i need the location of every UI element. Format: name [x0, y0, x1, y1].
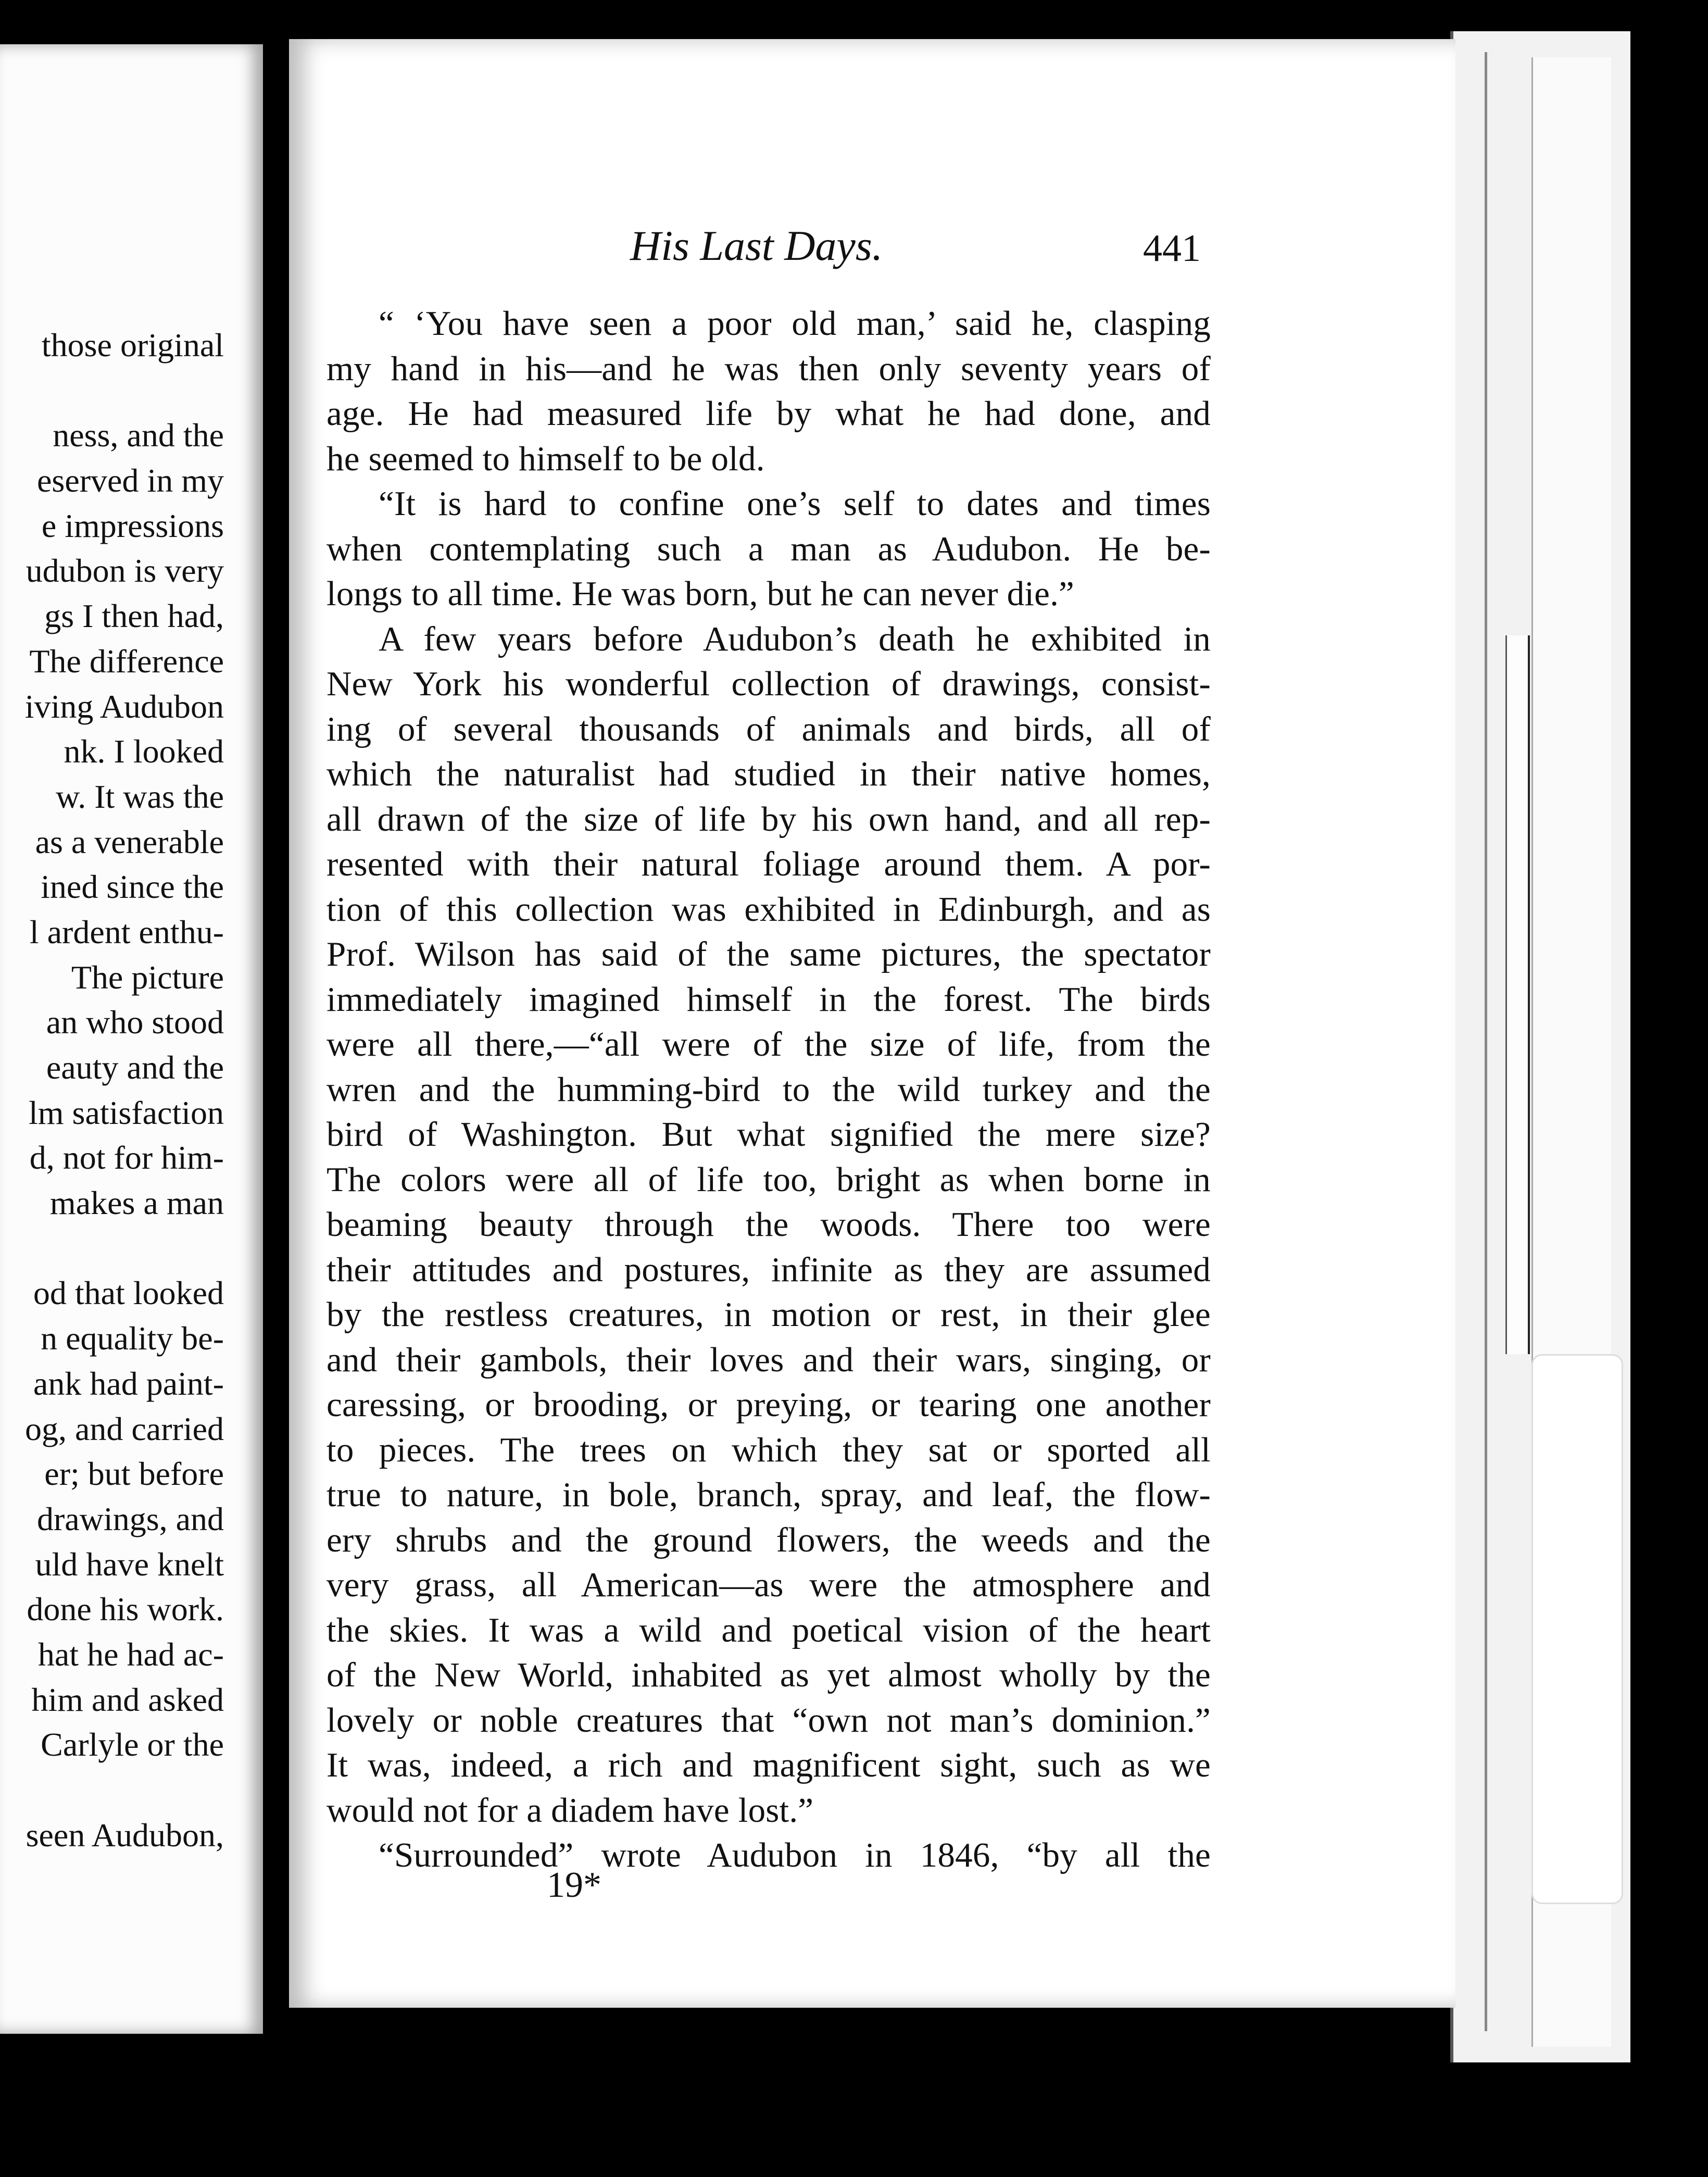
text-line: my hand in his—and he was then only seventy years of: [326, 349, 1211, 388]
facing-line: an who stood: [46, 1004, 224, 1041]
facing-line: [0, 368, 224, 414]
text-line: their attitudes and postures, infinite as they are assumed: [326, 1250, 1211, 1289]
facing-line: ness, and the: [53, 417, 224, 454]
text-line: ery shrubs and the ground flowers, the weeds and the: [326, 1520, 1211, 1559]
facing-line: d, not for him-: [29, 1139, 224, 1177]
text-line: tion of this collection was exhibited in Edinburgh, and as: [326, 890, 1211, 929]
facing-line: Carlyle or the: [41, 1726, 224, 1763]
facing-line: The picture: [71, 958, 224, 996]
text-line: “ ‘You have seen a poor old man,’ said he, clasping: [379, 304, 1211, 343]
facing-line: done his work.: [27, 1591, 224, 1628]
facing-line: [0, 1226, 224, 1271]
facing-line: [0, 1768, 224, 1813]
facing-line: e impressions: [41, 507, 224, 544]
facing-line: those original: [41, 327, 224, 364]
page-edge-line: [1485, 52, 1487, 2031]
facing-line: l ardent enthu-: [29, 913, 224, 950]
text-line: lovely or noble creatures that “own not man’s dominion.”: [326, 1700, 1211, 1740]
running-head: His Last Days.: [630, 222, 883, 269]
text-line: to pieces. The trees on which they sat or sported all: [326, 1430, 1211, 1469]
facing-line: makes a man: [49, 1184, 224, 1222]
facing-line: udubon is very: [26, 552, 224, 590]
facing-line: w. It was the: [56, 778, 224, 815]
text-line: by the restless creatures, in motion or rest, in their glee: [326, 1295, 1211, 1334]
text-line: true to nature, in bole, branch, spray, and leaf, the flow-: [326, 1475, 1211, 1514]
text-line: resented with their natural foliage around them. A por-: [326, 845, 1211, 883]
facing-line: drawings, and: [36, 1500, 224, 1537]
facing-line: gs I then had,: [44, 597, 224, 635]
text-line: he seemed to himself to be old.: [326, 439, 765, 478]
page-number: 441: [1143, 227, 1201, 270]
text-line: of the New World, inhabited as yet almost wholly by the: [326, 1656, 1211, 1694]
facing-line: nk. I looked: [64, 733, 224, 770]
text-line: were all there,—“all were of the size of life, from the: [326, 1025, 1211, 1064]
signature-mark: 19*: [547, 1865, 601, 1905]
facing-line: hat he had ac-: [37, 1635, 224, 1673]
text-line: New York his wonderful collection of drawings, consist-: [326, 665, 1211, 703]
facing-line: The difference: [29, 642, 224, 680]
text-line: The colors were all of life too, bright as when borne in: [326, 1160, 1211, 1199]
text-line: immediately imagined himself in the forest. The birds: [326, 980, 1211, 1019]
text-line: the skies. It was a wild and poetical vision of the heart: [326, 1610, 1211, 1649]
inserted-slip: [1531, 1354, 1623, 1904]
text-line: very grass, all American—as were the atmosphere and: [326, 1566, 1211, 1604]
facing-line: iving Audubon: [24, 687, 224, 725]
text-line: beaming beauty through the woods. There too were: [326, 1205, 1211, 1244]
text-line: all drawn of the size of life by his own hand, and all rep-: [326, 799, 1211, 839]
facing-page-left: [0, 44, 263, 2034]
text-line: It was, indeed, a rich and magnificent sight, such as we: [326, 1746, 1211, 1784]
facing-page-text: [0, 323, 224, 1858]
inserted-tab: [1505, 635, 1530, 1354]
facing-line: him and asked: [31, 1681, 224, 1718]
text-line: A few years before Audubon’s death he exhibited in: [379, 619, 1211, 658]
text-line: and their gambols, their loves and their wars, singing, or: [326, 1340, 1211, 1379]
facing-line: n equality be-: [41, 1320, 224, 1357]
facing-line: od that looked: [33, 1274, 224, 1312]
facing-line: er; but before: [44, 1455, 224, 1493]
text-line: wren and the humming-bird to the wild turkey and the: [326, 1070, 1211, 1109]
text-line: bird of Washington. But what signified the mere size?: [326, 1115, 1211, 1154]
text-line: when contemplating such a man as Audubon. He be-: [326, 529, 1211, 568]
text-line: Prof. Wilson has said of the same pictures, the spectator: [326, 935, 1211, 973]
text-line: ing of several thousands of animals and birds, all of: [326, 709, 1211, 748]
body-text: [326, 301, 1211, 1878]
facing-line: lm satisfaction: [28, 1094, 224, 1131]
text-line: caressing, or brooding, or preying, or tearing one another: [326, 1385, 1211, 1424]
text-line: “It is hard to confine one’s self to dates and times: [379, 484, 1211, 523]
text-line: longs to all time. He was born, but he can never die.”: [326, 574, 1074, 613]
facing-line: ank had paint-: [33, 1365, 224, 1402]
facing-line: as a venerable: [35, 823, 224, 860]
facing-line: og, and carried: [24, 1410, 224, 1447]
page-stack-edge: [1450, 31, 1630, 2062]
facing-line: uld have knelt: [35, 1545, 224, 1583]
facing-line: eserved in my: [37, 462, 224, 499]
facing-line: seen Audubon,: [26, 1816, 224, 1854]
facing-line: eauty and the: [46, 1049, 224, 1086]
text-line: which the naturalist had studied in their native homes,: [326, 755, 1211, 793]
text-line: “Surrounded” wrote Audubon in 1846, “by all the: [379, 1836, 1211, 1874]
facing-line: ined since the: [41, 868, 224, 906]
text-line: age. He had measured life by what he had done, and: [326, 394, 1211, 433]
text-line: would not for a diadem have lost.”: [326, 1791, 814, 1830]
